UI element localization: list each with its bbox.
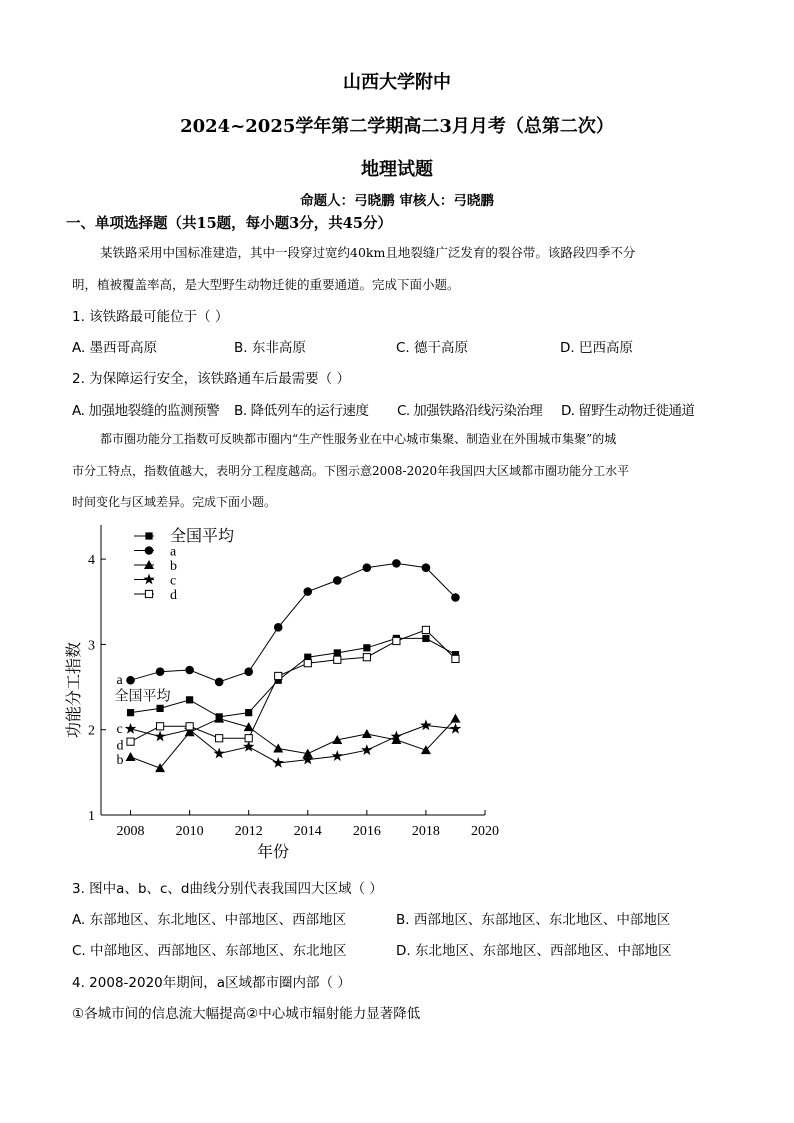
data-point-c — [125, 723, 136, 734]
q1-option-c[interactable]: C. 德干高原 — [396, 340, 469, 356]
data-point-a — [156, 667, 165, 676]
data-point-d — [334, 656, 341, 663]
data-point-a — [392, 559, 401, 568]
x-tick-label: 2020 — [471, 824, 499, 839]
series-line-d — [131, 630, 456, 742]
section-heading: 一、单项选择题（共15题，每小题3分，共45分） — [66, 215, 392, 232]
x-tick-label: 2012 — [234, 824, 263, 839]
y-tick-label: 2 — [88, 723, 95, 739]
data-point-d — [245, 735, 252, 742]
passage2-line1: 都市圈功能分工指数可反映都市圈内“生产性服务业在中心城市集聚、制造业在外围城市集聚”的城 — [100, 432, 617, 446]
data-point-a — [303, 587, 312, 596]
x-tick-label: 2014 — [293, 824, 322, 839]
q1-option-a[interactable]: A. 墨西哥高原 — [72, 340, 158, 356]
data-point-c — [361, 744, 373, 755]
legend-label: d — [170, 588, 177, 603]
q3-option-c[interactable]: C. 中部地区、西部地区、东部地区、东北地区 — [72, 943, 347, 959]
q2-option-a[interactable]: A. 加强地裂缝的监测预警 — [72, 403, 220, 419]
data-point-c — [243, 741, 254, 752]
data-point-全国平均 — [127, 709, 134, 716]
y-tick-label: 4 — [88, 553, 95, 569]
data-point-c — [420, 719, 431, 730]
data-point-c — [154, 731, 165, 742]
q3-option-d[interactable]: D. 东北地区、东部地区、西部地区、中部地区 — [396, 943, 672, 959]
passage1-line1: 某铁路采用中国标准建造，其中一段穿过宽约40km且地裂缝广泛发育的裂谷带。该路段四季不分 — [100, 245, 636, 260]
data-point-d — [216, 735, 223, 742]
data-point-b — [362, 729, 372, 738]
data-point-b — [126, 752, 136, 761]
data-point-a — [185, 666, 194, 675]
data-point-a — [244, 667, 253, 676]
data-point-a — [363, 563, 372, 572]
data-point-c — [450, 723, 461, 734]
data-point-a — [274, 623, 283, 632]
school-name: 山西大学附中 — [343, 72, 451, 93]
q4-choices: ①各城市间的信息流大幅提高②中心城市辐射能力显著降低 — [72, 1006, 421, 1022]
passage2-line2: 市分工特点，指数值越大，表明分工程度越高。下图示意2008-2020年我国四大区域都市圈功能分工水平 — [72, 464, 630, 478]
legend-marker-全国平均 — [145, 532, 152, 539]
legend-label: a — [170, 544, 177, 560]
series-end-label: b — [116, 753, 124, 768]
legend-label: 全国平均 — [170, 528, 235, 545]
q4-stem: 4. 2008-2020年期间，a区域都市圈内部（ ） — [72, 975, 351, 991]
series-line-全国平均 — [131, 638, 456, 717]
q2-option-b[interactable]: B. 降低列车的运行速度 — [234, 403, 369, 419]
legend-label: b — [170, 559, 177, 574]
x-tick-label: 2018 — [411, 824, 440, 839]
data-point-全国平均 — [363, 644, 370, 651]
data-point-c — [273, 757, 284, 768]
subject-title: 地理试题 — [361, 159, 433, 180]
series-end-label: a — [116, 673, 123, 689]
series-line-a — [131, 563, 456, 682]
data-point-a — [422, 563, 431, 572]
legend-marker-d — [145, 590, 152, 597]
series-end-label: 全国平均 — [114, 689, 171, 705]
data-point-全国平均 — [334, 649, 341, 656]
x-tick-label: 2016 — [352, 824, 381, 839]
data-point-c — [332, 750, 343, 761]
passage1-line2: 明，植被覆盖率高，是大型野生动物迁徙的重要通道。完成下面小题。 — [72, 277, 460, 292]
legend-marker-c — [143, 574, 154, 585]
data-point-a — [215, 678, 224, 687]
passage2-line3: 时间变化与区域差异。完成下面小题。 — [72, 495, 277, 509]
q1-option-b[interactable]: B. 东非高原 — [234, 340, 306, 356]
data-point-全国平均 — [245, 709, 252, 716]
function-division-line-chart — [60, 515, 520, 865]
data-point-d — [363, 654, 370, 661]
q3-stem: 3. 图中a、b、c、d曲线分别代表我国四大区域（ ） — [72, 881, 383, 897]
data-point-d — [452, 655, 459, 662]
data-point-a — [126, 676, 135, 685]
q3-option-a[interactable]: A. 东部地区、东北地区、中部地区、西部地区 — [72, 912, 347, 928]
q3-option-b[interactable]: B. 西部地区、东部地区、东北地区、中部地区 — [396, 912, 671, 928]
data-point-d — [275, 672, 282, 679]
data-point-c — [302, 754, 313, 765]
authors-line: 命题人：弓晓鹏 审核人：弓晓鹏 — [300, 193, 494, 209]
q2-option-c[interactable]: C. 加强铁路沿线污染治理 — [397, 403, 543, 419]
data-point-d — [186, 723, 193, 730]
x-axis-label: 年份 — [256, 844, 290, 861]
data-point-d — [304, 660, 311, 667]
q1-option-d[interactable]: D. 巴西高原 — [560, 340, 633, 356]
legend-marker-a — [145, 546, 154, 555]
data-point-d — [393, 637, 400, 644]
y-tick-label: 1 — [88, 809, 95, 824]
data-point-全国平均 — [186, 696, 193, 703]
data-point-b — [273, 743, 283, 752]
data-point-全国平均 — [156, 705, 163, 712]
legend-label: c — [170, 573, 177, 589]
series-end-label: d — [116, 738, 124, 754]
y-axis-label: 功能分工指数 — [66, 641, 83, 739]
q2-stem: 2. 为保障运行安全，该铁路通车后最需要（ ） — [72, 371, 350, 387]
x-tick-label: 2010 — [175, 824, 204, 839]
series-end-label: c — [116, 721, 123, 737]
q1-stem: 1. 该铁路最可能位于（ ） — [72, 309, 229, 325]
x-tick-label: 2008 — [116, 824, 145, 839]
data-point-b — [450, 714, 460, 723]
data-point-d — [127, 738, 134, 745]
y-tick-label: 3 — [88, 638, 95, 654]
data-point-d — [422, 626, 429, 633]
data-point-全国平均 — [422, 635, 429, 642]
exam-title: 2024~2025学年第二学期高二3月月考（总第二次） — [180, 116, 614, 137]
data-point-a — [333, 576, 342, 585]
q2-option-d[interactable]: D. 留野生动物迁徙通道 — [561, 403, 695, 419]
data-point-d — [156, 723, 163, 730]
data-point-a — [451, 593, 460, 602]
